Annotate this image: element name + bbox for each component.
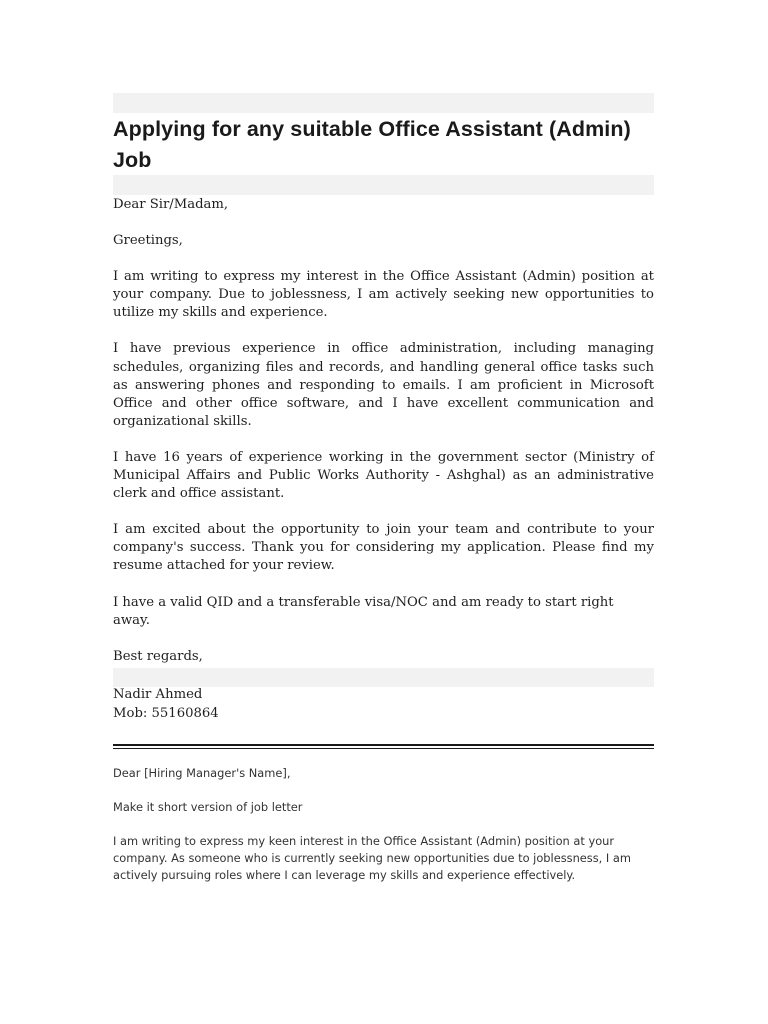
- sender-mobile: Mob: 55160864: [113, 705, 219, 721]
- draft-section: [113, 765, 654, 901]
- divider-line-thick: [113, 744, 654, 746]
- title-shading-top: [113, 93, 654, 113]
- body-paragraph: I have a valid QID and a transferable visa/NOC and am ready to start right away.: [113, 594, 614, 628]
- body-paragraph: I am excited about the opportunity to join your team and contribute to your company's success. Thank you for considering my application. Please find my resume attached for your review.: [113, 522, 654, 574]
- draft-instruction: Make it short version of job letter: [113, 800, 303, 814]
- salutation: Dear Sir/Madam,: [113, 197, 229, 212]
- sender-name: Nadir Ahmed: [113, 687, 203, 702]
- title-shading-bottom: [113, 175, 654, 195]
- body-paragraph: I am writing to express my interest in the Office Assistant (Admin) position at your company. Due to joblessness, I am actively seeking new opportunities to utilize my skills and experience.: [113, 269, 654, 321]
- signature-shading: [113, 668, 654, 687]
- body-paragraph: I have 16 years of experience working in the government sector (Ministry of Municipal Affairs and Public Works Authority - Ashghal) as an administrative clerk and office assistant.: [113, 449, 654, 502]
- body-paragraph: I have previous experience in office administration, including managing schedules, organizing files and records, and handling general office tasks such as answering phones and responding to emails. I am proficient in Microsoft Office and other office software, and I have excellent communication and organizational skills.: [113, 341, 654, 429]
- signature-block: [113, 686, 654, 723]
- letter-body: [113, 196, 654, 684]
- divider-line-thin: [113, 748, 654, 749]
- greeting: Greetings,: [113, 233, 183, 249]
- draft-salutation: Dear [Hiring Manager's Name],: [113, 766, 291, 780]
- closing: Best regards,: [113, 648, 203, 664]
- draft-paragraph: I am writing to express my keen interest in the Office Assistant (Admin) position at your company. As someone who is currently seeking new opportunities due to joblessness, I am actively pursuing roles where I can leverage my skills and experience effectively.: [113, 834, 631, 882]
- letter-title: Applying for any suitable Office Assistant (Admin) Job: [113, 117, 631, 172]
